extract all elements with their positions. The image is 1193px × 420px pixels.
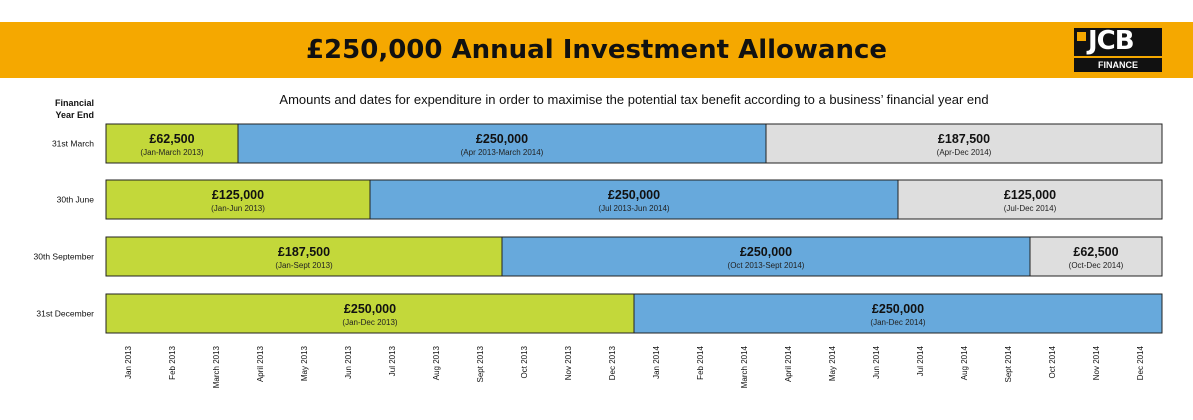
logo-tagline: FINANCE	[1074, 58, 1162, 72]
segment-amount-label: £125,000	[211, 188, 265, 202]
x-tick-label: Jun 2014	[872, 346, 881, 379]
x-tick-label: Jul 2014	[916, 346, 925, 377]
x-tick-label: Sept 2013	[476, 346, 485, 383]
segment-period-label: (Oct 2013-Sept 2014)	[727, 261, 805, 270]
x-tick-label: Jan 2014	[652, 346, 661, 379]
x-tick-label: April 2013	[256, 346, 265, 383]
x-tick-label: March 2014	[740, 346, 749, 389]
segment-period-label: (Jan-Dec 2013)	[342, 318, 398, 327]
segment-amount-label: £250,000	[739, 245, 793, 259]
x-tick-label: Nov 2013	[564, 346, 573, 381]
segment-amount-label: £250,000	[607, 188, 661, 202]
segment-period-label: (Jan-March 2013)	[140, 148, 204, 157]
row-label: 31st December	[36, 308, 94, 319]
chart-subtitle: Amounts and dates for expenditure in order to maximise the potential tax benefit according to a business’ financial year end	[279, 92, 989, 107]
x-tick-label: Nov 2014	[1092, 346, 1101, 381]
segment-period-label: (Apr-Dec 2014)	[936, 148, 992, 157]
segment-amount-label: £187,500	[937, 132, 991, 146]
row-label: 30th September	[33, 251, 94, 262]
segment-period-label: (Oct-Dec 2014)	[1068, 261, 1124, 270]
segment-amount-label: £250,000	[475, 132, 529, 146]
x-tick-label: Dec 2014	[1136, 346, 1145, 381]
row-label: 31st March	[51, 138, 94, 149]
x-tick-label: March 2013	[212, 346, 221, 389]
x-tick-label: Jan 2013	[124, 346, 133, 379]
segment-amount-label: £62,500	[149, 132, 195, 146]
x-tick-label: May 2014	[828, 346, 837, 382]
x-tick-label: Dec 2013	[608, 346, 617, 381]
segment-period-label: (Jan-Dec 2014)	[870, 318, 926, 327]
x-tick-label: April 2014	[784, 346, 793, 383]
x-tick-label: Jun 2013	[344, 346, 353, 379]
segment-amount-label: £125,000	[1003, 188, 1057, 202]
segment-amount-label: £250,000	[343, 302, 397, 316]
page-title: £250,000 Annual Investment Allowance	[305, 35, 888, 65]
x-tick-label: Oct 2013	[520, 346, 529, 379]
financial-year-end-header: Financial Year End	[54, 98, 94, 120]
segment-amount-label: £187,500	[277, 245, 331, 259]
logo-brand: JCB	[1088, 26, 1134, 56]
x-tick-label: May 2013	[300, 346, 309, 382]
x-tick-label: Feb 2014	[696, 346, 705, 380]
segment-period-label: (Jul 2013-Jun 2014)	[598, 204, 670, 213]
segment-period-label: (Jan-Sept 2013)	[275, 261, 333, 270]
segment-period-label: (Jul-Dec 2014)	[1003, 204, 1057, 213]
x-tick-label: Aug 2013	[432, 346, 441, 381]
segment-amount-label: £62,500	[1073, 245, 1119, 259]
x-tick-label: Jul 2013	[388, 346, 397, 377]
segment-period-label: (Apr 2013-March 2014)	[460, 148, 544, 157]
segment-period-label: (Jan-Jun 2013)	[211, 204, 265, 213]
x-tick-label: Oct 2014	[1048, 346, 1057, 379]
x-tick-label: Feb 2013	[168, 346, 177, 380]
x-tick-label: Aug 2014	[960, 346, 969, 381]
x-tick-label: Sept 2014	[1004, 346, 1013, 383]
segment-amount-label: £250,000	[871, 302, 925, 316]
row-label: 30th June	[56, 194, 94, 205]
